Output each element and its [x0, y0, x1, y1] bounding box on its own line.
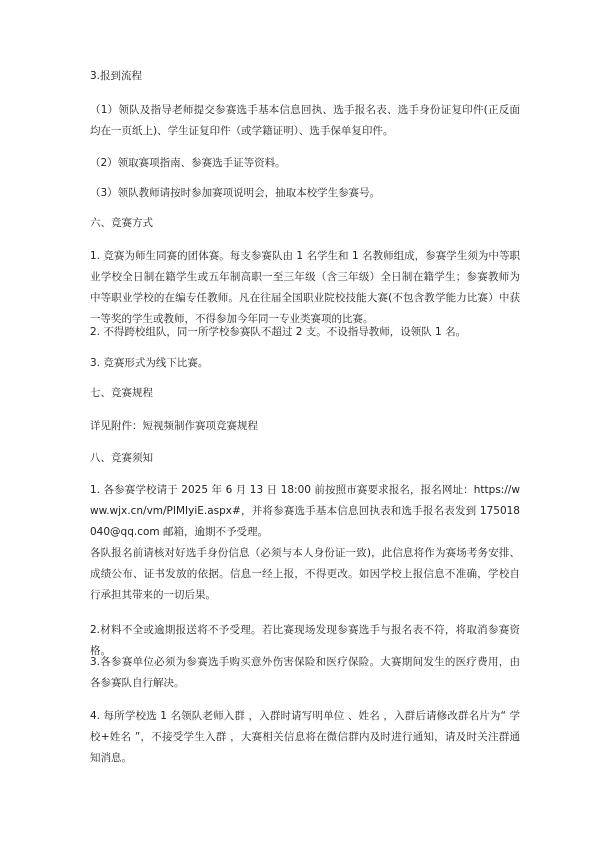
section-heading-competition-rules: 七、竞赛规程: [90, 387, 153, 399]
paragraph-notice-2: 2.材料不全或逾期报送将不予受理。若比赛现场发现参赛选手与报名表不符，将取消参赛资格。: [90, 624, 520, 657]
section-heading-competition-format: 六、竞赛方式: [90, 217, 153, 229]
paragraph-registration-step-2: （2）领取赛项指南、参赛选手证等资料。: [90, 157, 286, 169]
paragraph-format-1: 1. 竞赛为师生同赛的团体赛。每支参赛队由 1 名学生和 1 名教师组成，参赛学生须为中等职业学校全日制在籍学生或五年制高职一至三年级（含三年级）全日制在籍学生；参赛教师为中等职业学校的在编专任教师。凡在往届全国职业院校技能大赛(不包含教学能力比赛）中获一等奖的学生或教师，不得参加今年同一专业类赛项的比赛。: [90, 250, 520, 325]
paragraph-registration-step-3: （3）领队教师请按时参加赛项说明会，抽取本校学生参赛号。: [90, 187, 381, 199]
paragraph-rules-attachment: 详见附件：短视频制作赛项竞赛规程: [90, 420, 258, 432]
paragraph-format-2: 2. 不得跨校组队，同一所学校参赛队不超过 2 支。不设指导教师，设领队 1 名。: [90, 326, 467, 338]
paragraph-registration-step-1: （1）领队及指导老师提交参赛选手基本信息回执、选手报名表、选手身份证复印件(正反面均在一页纸上)、学生证复印件（或学籍证明）、选手保单复印件。: [90, 104, 520, 137]
paragraph-notice-3: 3.各参赛单位必须为参赛选手购买意外伤害保险和医疗保险。大赛期间发生的医疗费用，由各参赛队自行解决。: [90, 656, 520, 689]
paragraph-notice-4: 4. 每所学校选 1 名领队老师入群 ，入群时请写明单位 、姓名 ，入群后请修改群名片为“ 学校+姓名 ”，不接受学生入群 ，大赛相关信息将在微信群内及时进行通知，请及时关注群通知消息。: [90, 710, 520, 764]
section-heading-competition-notice: 八、竞赛须知: [90, 452, 153, 464]
paragraph-notice-1: 1. 各参赛学校请于 2025 年 6 月 13 日 18:00 前按照市赛要求报名，报名网址：https://www.wjx.cn/vm/PIMIyiE.aspx#，并将参赛选手基本信息回执表和选手报名表发到 175018040@qq.com 邮箱，逾期不予受理。: [90, 484, 520, 538]
paragraph-notice-identity: 各队报名前请核对好选手身份信息（必须与本人身份证一致)，此信息将作为赛场考务安排、成绩公布、证书发放的依据。信息一经上报，不得更改。如因学校上报信息不准确，学校自行承担其带来的一切后果。: [90, 547, 520, 601]
paragraph-format-3: 3. 竞赛形式为线下比赛。: [90, 357, 209, 369]
section-heading-registration-process: 3.报到流程: [90, 70, 143, 82]
